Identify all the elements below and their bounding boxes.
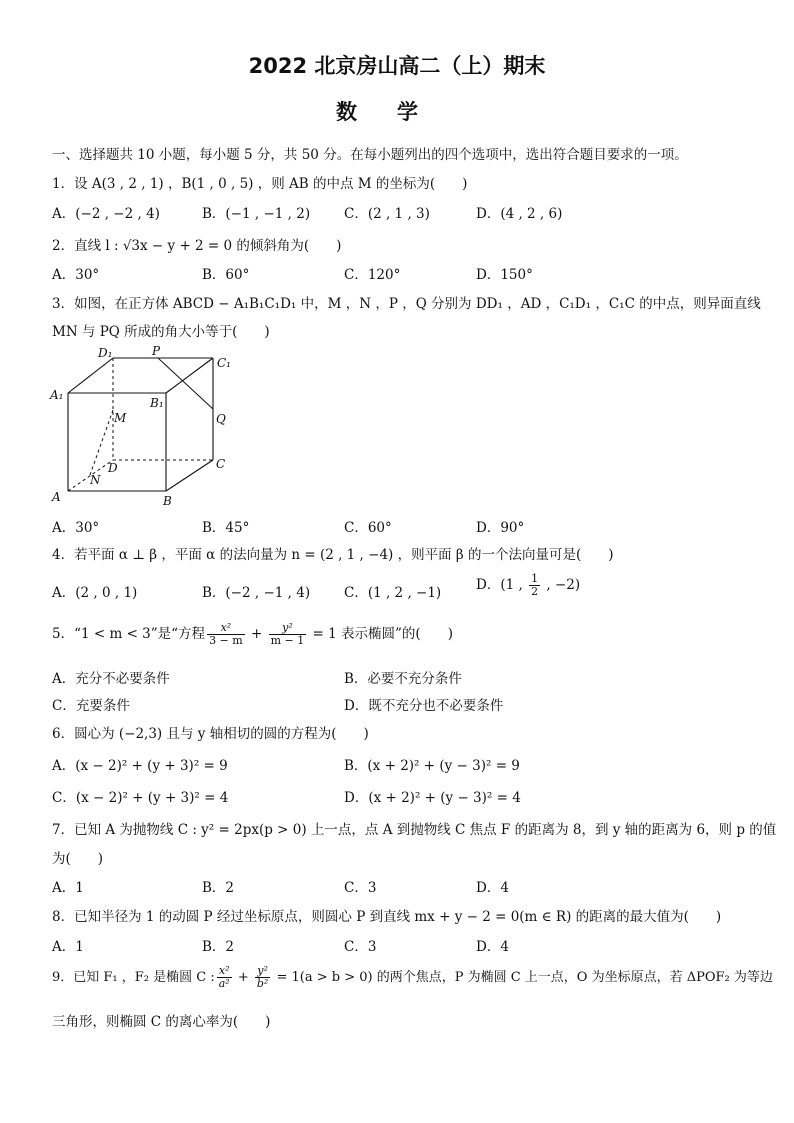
q7-option-c: C．3: [344, 880, 377, 896]
question-5-stem: 5．“1 < m < 3”是“方程 $\frac{\text{x²}}{3 - m}$ + $\frac{\text{y²}}{m - 1}$ = 1 表示椭圆”的( ): [52, 621, 453, 647]
question-1-stem: 1．设 A(3 , 2 , 1) ，B(1 , 0 , 5) ，则 AB 的中点 M 的坐标为( ): [52, 176, 468, 192]
q3-option-d: D．90°: [476, 520, 525, 536]
subject-title: 数学: [336, 100, 458, 124]
q7-option-a: A．1: [52, 880, 84, 896]
q2-option-b: B．60°: [202, 267, 250, 283]
q8-option-c: C．3: [344, 939, 377, 955]
label-a: A: [52, 490, 61, 504]
q8-option-a: A．1: [52, 939, 84, 955]
label-c1: C₁: [217, 356, 231, 370]
label-d1: D₁: [98, 346, 113, 360]
q3-option-c: C．60°: [344, 520, 392, 536]
question-3-stem-line1: 3．如图，在正方体 ABCD − A₁B₁C₁D₁ 中，M ，N ，P ，Q 分别为 DD₁ ，AD ，C₁D₁ ，C₁C 的中点，则异面直线: [52, 296, 761, 312]
q5-option-c: C．充要条件: [52, 698, 130, 714]
label-c: C: [216, 457, 226, 471]
q2-option-c: C．120°: [344, 267, 401, 283]
q8-option-d: D．4: [476, 939, 509, 955]
q1-option-c: C．(2 , 1 , 3): [344, 206, 430, 222]
question-4-stem: 4．若平面 α ⊥ β ，平面 α 的法向量为 n = (2 , 1 , −4) ，则平面 β 的一个法向量可是( ): [52, 547, 614, 563]
q7-option-d: D．4: [476, 880, 509, 896]
label-m: M: [114, 411, 127, 425]
question-7-stem-line1: 7．已知 A 为抛物线 C : y² = 2px(p > 0) 上一点，点 A 到抛物线 C 焦点 F 的距离为 8，到 y 轴的距离为 6，则 p 的值: [52, 822, 777, 838]
q8-option-b: B．2: [202, 939, 235, 955]
label-q: Q: [216, 412, 226, 426]
question-9-stem: 9．已知 F₁ ，F₂ 是椭圆 C : $\frac{\text{x²}}{\text{a²}}$ + $\frac{\text{y²}}{\text{b²}}$ = 1(a > b > 0) 的两个焦点，P 为椭圆 C 上一点，O 为坐标原点，若 ΔPOF₂ 为等边: [52, 964, 773, 990]
q4-option-d: D．(1 , $\frac{1}{2}$ , −2): [476, 572, 581, 598]
question-9-stem-line2: 三角形，则椭圆 C 的离心率为( ): [52, 1014, 271, 1030]
q4-option-a: A．(2 , 0 , 1): [52, 585, 138, 601]
q5-option-d: D．既不充分也不必要条件: [344, 698, 504, 714]
q1-option-d: D．(4 , 2 , 6): [476, 206, 563, 222]
question-2-stem: 2．直线 l : √3x − y + 2 = 0 的倾斜角为( ): [52, 238, 342, 254]
question-6-stem: 6．圆心为 (−2,3) 且与 y 轴相切的圆的方程为( ): [52, 726, 369, 742]
cube-figure: [48, 345, 248, 510]
label-a1: A₁: [50, 388, 64, 402]
label-b: B: [163, 494, 172, 508]
q5-option-a: A．充分不必要条件: [52, 671, 170, 687]
q4-option-c: C．(1 , 2 , −1): [344, 585, 442, 601]
q6-option-d: D．(x + 2)² + (y − 3)² = 4: [344, 790, 521, 806]
question-7-stem-line2: 为( ): [52, 851, 104, 867]
q5-option-b: B．必要不充分条件: [344, 671, 462, 687]
question-3-stem-line2: MN 与 PQ 所成的角大小等于( ): [52, 324, 270, 340]
label-b1: B₁: [150, 396, 164, 410]
q6-option-a: A．(x − 2)² + (y + 3)² = 9: [52, 758, 228, 774]
page-title: 2022 北京房山高二（上）期末: [248, 54, 546, 78]
q1-option-a: A．(−2 , −2 , 4): [52, 206, 160, 222]
q1-option-b: B．(−1 , −1 , 2): [202, 206, 311, 222]
q4-option-b: B．(−2 , −1 , 4): [202, 585, 311, 601]
q6-option-c: C．(x − 2)² + (y + 3)² = 4: [52, 790, 229, 806]
q6-option-b: B．(x + 2)² + (y − 3)² = 9: [344, 758, 520, 774]
q3-option-b: B．45°: [202, 520, 250, 536]
question-8-stem: 8．已知半径为 1 的动圆 P 经过坐标原点，则圆心 P 到直线 mx + y − 2 = 0(m ∈ R) 的距离的最大值为( ): [52, 909, 722, 925]
label-p: P: [152, 345, 161, 358]
q3-option-a: A．30°: [52, 520, 100, 536]
q2-option-d: D．150°: [476, 267, 533, 283]
section-instructions: 一、选择题共 10 小题，每小题 5 分，共 50 分。在每小题列出的四个选项中，选出符合题目要求的一项。: [52, 147, 688, 163]
label-d: D: [108, 461, 118, 475]
q7-option-b: B．2: [202, 880, 235, 896]
label-n: N: [90, 473, 101, 487]
q2-option-a: A．30°: [52, 267, 100, 283]
